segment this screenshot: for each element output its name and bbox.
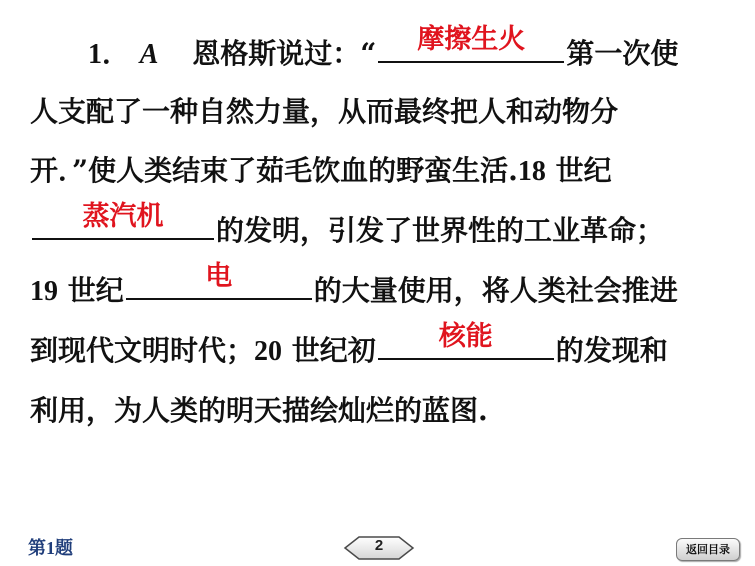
line-2-text: 人支配了一种自然力量，从而最终把人和动物分 [30,95,619,128]
line-6 [30,321,668,370]
line-5-text-a: 世纪 [58,274,124,307]
line-7 [30,391,488,431]
question-label [28,534,73,560]
line-6-text-a: 到现代文明时代； [30,334,255,367]
line-6-text-b: 世纪初 [282,334,376,367]
line-3-text-a: 开．”使人类结束了茹毛饮血的野蛮生活. [30,154,518,187]
line-7-text: 利用，为人类的明天描绘灿烂的蓝图. [30,394,488,427]
page-indicator [343,535,415,561]
line-3-number: 18 [517,156,546,187]
option-label: A [139,39,159,70]
answer-blank-4 [378,321,554,360]
answer-blank-3 [126,261,312,300]
line-5 [30,261,678,310]
answer-1: 摩擦生火 [417,24,526,55]
answer-2: 蒸汽机 [82,201,164,232]
answer-blank-1 [378,24,564,63]
answer-3: 电 [205,261,233,292]
question-number: 1． [88,39,131,70]
answer-blank-2 [32,201,214,240]
line-6-number: 20 [254,336,283,367]
page-number: 2 [374,537,384,554]
line-6-text-c: 的发现和 [555,334,668,367]
line-5-number: 19 [30,276,58,307]
line-5-text-b: 的大量使用，将人类社会推进 [313,274,678,307]
line-1-text-a: 恩格斯说过：“ [192,37,377,70]
line-3-text-b: 世纪 [545,154,612,187]
line-4-text: 的发明，引发了世界性的工业革命； [216,214,665,247]
answer-4: 核能 [438,321,493,352]
line-1 [88,24,679,73]
line-2 [30,92,618,132]
back-to-contents-button[interactable]: 返回目录 [676,538,740,561]
question-label-prefix: 第 [28,538,46,559]
line-1-text-b: 第一次使 [566,37,679,70]
line-4 [30,201,665,250]
question-label-number: 1 [46,538,55,558]
line-3 [30,151,612,191]
question-label-suffix: 题 [55,538,73,559]
